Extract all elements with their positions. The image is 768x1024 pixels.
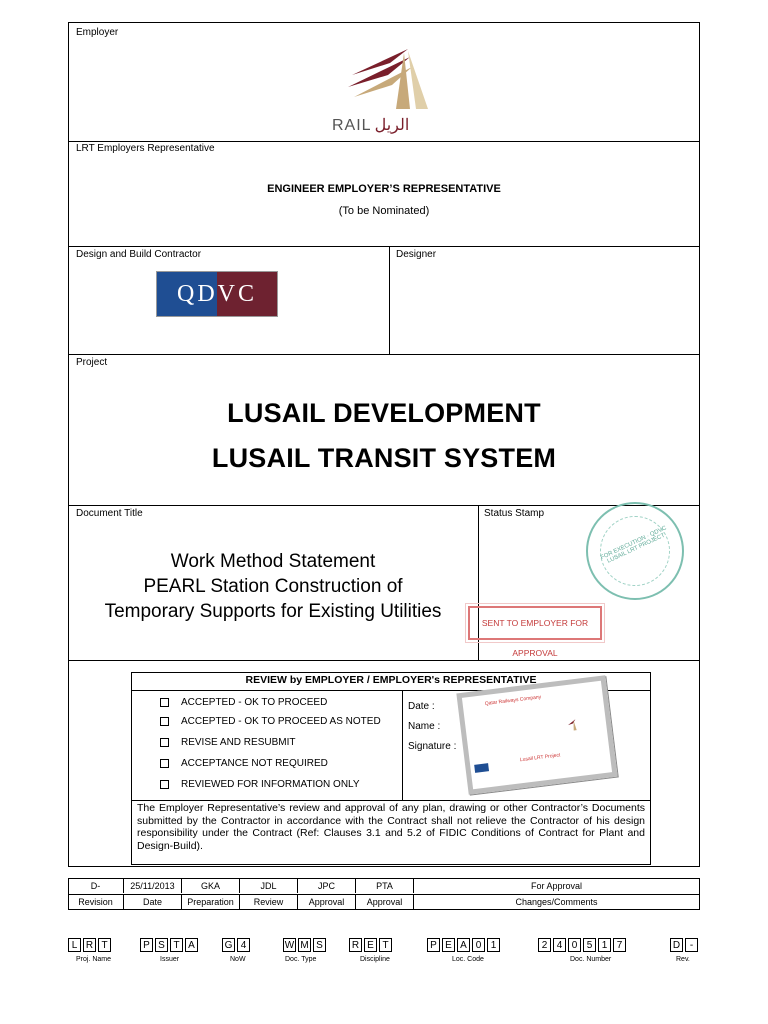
code-label-loc-code: Loc. Code (452, 956, 484, 963)
code-cell: P (140, 938, 153, 952)
code-label-issuer: Issuer (160, 956, 180, 963)
divider (68, 505, 700, 506)
designer-label: Designer (396, 249, 437, 260)
review-option-revise[interactable]: REVISE AND RESUBMIT (160, 737, 295, 748)
comments-value: For Approval (530, 881, 583, 891)
engineer-subtitle: (To be Nominated) (338, 205, 430, 217)
code-rev (670, 938, 700, 954)
approval-header-2: Approval (356, 895, 414, 909)
code-cell: - (685, 938, 698, 952)
code-cell: E (442, 938, 455, 952)
code-cell: 0 (472, 938, 485, 952)
review-disclaimer: The Employer Representative’s review and approval of any plan, drawing or other Contractor’s Documents submitted by the Contractor in accordance with the Contract shall not relieve the Contractor of his design responsibility under the Contract (Ref: Clauses 3.1 and 5.2 of FIDIC Conditions of Contract for Plant and Design-Build). (137, 802, 645, 852)
code-doc-number (538, 938, 628, 954)
project-label: Project (76, 357, 108, 368)
document-title-line1: Work Method Statement (170, 551, 376, 572)
code-cell: 5 (583, 938, 596, 952)
code-cell: T (98, 938, 111, 952)
code-proj-name (68, 938, 113, 954)
preparation-value: GKA (182, 879, 240, 893)
approval-value-2: PTA (356, 879, 414, 893)
revision-header: Revision (68, 895, 124, 909)
project-title-line2: LUSAIL TRANSIT SYSTEM (211, 443, 557, 473)
code-cell: A (457, 938, 470, 952)
divider (68, 354, 700, 355)
code-now (222, 938, 252, 954)
preparation-header: Preparation (182, 895, 240, 909)
code-cell: 2 (538, 938, 551, 952)
code-cell: E (364, 938, 377, 952)
review-option-info-only[interactable]: REVIEWED FOR INFORMATION ONLY (160, 779, 360, 790)
rail-logo (330, 45, 450, 137)
code-label-rev: Rev. (676, 956, 690, 963)
rail-logo-icon (330, 45, 450, 115)
review-value: JDL (240, 879, 298, 893)
divider (131, 800, 651, 801)
code-cell: T (379, 938, 392, 952)
date-label: Date : (408, 701, 435, 712)
name-label: Name : (408, 721, 441, 732)
review-option-accepted[interactable]: ACCEPTED - OK TO PROCEED (160, 697, 327, 708)
checkbox-icon[interactable] (160, 717, 169, 726)
code-cell: W (284, 940, 295, 951)
document-title-line3: Temporary Supports for Existing Utilities (104, 601, 442, 622)
approval-value: JPC (298, 879, 356, 893)
checkbox-icon[interactable] (160, 698, 169, 707)
divider (68, 141, 700, 142)
code-cell: 4 (553, 938, 566, 952)
code-label-discipline: Discipline (360, 956, 390, 963)
code-issuer (140, 938, 200, 954)
code-label-proj-name: Proj. Name (76, 956, 112, 963)
signature-label: Signature : (408, 741, 457, 752)
code-cell: L (68, 938, 81, 952)
checkbox-icon[interactable] (160, 738, 169, 747)
code-cell: P (427, 938, 440, 952)
code-cell: A (185, 938, 198, 952)
code-doc-type (283, 938, 328, 954)
code-label-now: NoW (230, 956, 246, 963)
comments-header: Changes/Comments (515, 897, 598, 907)
code-cell: M (298, 938, 311, 952)
rail-logo-arabic: الريل (374, 117, 410, 134)
code-cell: G (222, 938, 235, 952)
code-cell: S (155, 938, 168, 952)
checkbox-icon[interactable] (160, 759, 169, 768)
code-label-doc-number: Doc. Number (570, 956, 612, 963)
code-label-doc-type: Doc. Type (285, 956, 317, 963)
review-option-accepted-as-noted[interactable]: ACCEPTED - OK TO PROCEED AS NOTED (160, 716, 381, 727)
revision-values-row (68, 879, 699, 893)
approval-header: Approval (298, 895, 356, 909)
divider (402, 690, 403, 800)
lrt-rep-label: LRT Employers Representative (76, 143, 215, 154)
review-header: Review (240, 895, 298, 909)
sent-to-employer-stamp: SENT TO EMPLOYER FOR APPROVAL (468, 606, 602, 640)
code-cell: D (670, 938, 683, 952)
rail-logo-icon (565, 718, 581, 734)
code-cell: 1 (487, 938, 500, 952)
revision-headers-row (68, 895, 699, 909)
code-cell: S (313, 938, 326, 952)
code-cell: 1 (598, 938, 611, 952)
date-header: Date (124, 895, 182, 909)
approval-card-image: Qatar Railways Company Lusail LRT Project (456, 675, 617, 795)
execution-stamp (586, 502, 684, 600)
code-discipline (349, 938, 394, 954)
qdvc-logo (156, 271, 278, 317)
code-loc-code (427, 938, 502, 954)
divider (68, 246, 700, 247)
qdvc-logo-text: QDVC (176, 281, 257, 307)
checkbox-icon[interactable] (160, 780, 169, 789)
review-option-not-required[interactable]: ACCEPTANCE NOT REQUIRED (160, 758, 328, 769)
code-cell: 7 (613, 938, 626, 952)
code-cell: R (349, 938, 362, 952)
code-cell: T (170, 938, 183, 952)
code-cell: R (83, 938, 96, 952)
date-value: 25/11/2013 (124, 879, 182, 893)
code-cell: 0 (568, 938, 581, 952)
code-cell: 4 (237, 938, 250, 952)
divider (68, 660, 700, 661)
project-title-line1: LUSAIL DEVELOPMENT (227, 398, 541, 428)
document-title-line2: PEARL Station Construction of (143, 576, 403, 597)
employer-label: Employer (76, 27, 119, 38)
status-stamp-label: Status Stamp (484, 508, 545, 519)
revision-value: D- (68, 879, 124, 893)
document-title-label: Document Title (76, 508, 143, 519)
contractor-label: Design and Build Contractor (76, 249, 202, 260)
divider (389, 246, 390, 354)
rail-logo-text: RAIL (332, 117, 372, 134)
review-header: REVIEW by EMPLOYER / EMPLOYER's REPRESENTATIVE (245, 674, 537, 686)
engineer-title: ENGINEER EMPLOYER’S REPRESENTATIVE (267, 183, 501, 195)
execution-stamp-text: FOR EXECUTION · QDVC LUSAIL LRT PROJECT (599, 525, 668, 565)
